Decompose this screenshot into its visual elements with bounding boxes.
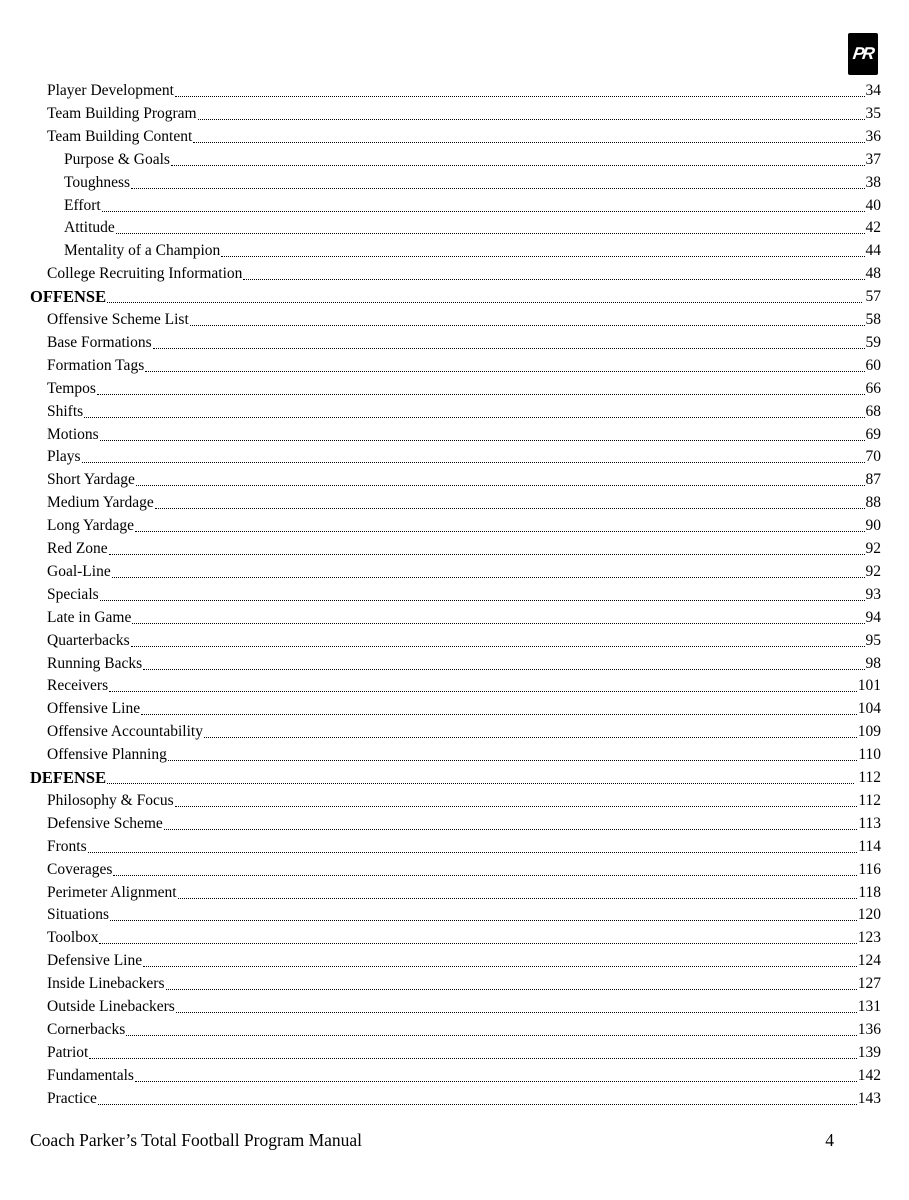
toc-entry-page: 127 [857, 975, 881, 993]
toc-entry-label: Formation Tags [47, 356, 145, 374]
toc-entry-label: Fundamentals [47, 1066, 134, 1084]
toc-entry[interactable] [47, 422, 881, 444]
toc-entry-label: Outside Linebackers [47, 998, 175, 1015]
pr-logo-icon: PR [848, 33, 878, 75]
toc-entry-label: Attitude [64, 219, 115, 237]
dot-leader [84, 413, 864, 418]
toc-entry-page: 93 [865, 585, 881, 603]
dot-leader [168, 756, 857, 761]
dot-leader [190, 321, 865, 326]
dot-leader [166, 985, 857, 990]
toc-entry[interactable] [47, 124, 881, 146]
dot-leader [131, 184, 864, 189]
dot-leader [164, 825, 858, 830]
dot-leader [100, 436, 865, 441]
toc-entry-page: 92 [865, 540, 881, 557]
dot-leader [178, 894, 858, 899]
dot-leader [198, 115, 865, 120]
dot-leader [171, 161, 865, 166]
toc-entry-page: 37 [865, 150, 881, 168]
dot-leader [175, 802, 858, 807]
toc-entry-label: Inside Linebackers [47, 975, 165, 993]
toc-entry[interactable] [47, 811, 881, 833]
toc-entry-page: 42 [865, 219, 881, 237]
dot-leader [221, 252, 864, 257]
toc-entry-page: 123 [857, 929, 881, 947]
toc-entry-label: Perimeter Alignment [47, 883, 177, 901]
dot-leader [175, 92, 865, 97]
toc-entry-page: 124 [857, 952, 881, 970]
toc-entry[interactable] [47, 444, 881, 466]
toc-entry[interactable] [47, 261, 881, 283]
toc-entry[interactable] [47, 536, 881, 558]
toc-entry-page: 131 [857, 998, 881, 1015]
toc-entry-label: Quarterbacks [47, 631, 130, 649]
toc-entry-label: Offensive Planning [47, 746, 167, 764]
toc-entry-label: Plays [47, 448, 81, 466]
toc-entry-page: 120 [857, 906, 881, 924]
toc-entry-page: 118 [858, 883, 881, 901]
toc-entry-label: Short Yardage [47, 471, 135, 489]
toc-entry-page: 98 [865, 654, 881, 672]
toc-entry-label: Toolbox [47, 929, 99, 947]
dot-leader [116, 229, 865, 234]
toc-entry-page: 139 [857, 1043, 881, 1061]
toc-entry[interactable] [64, 147, 881, 169]
toc-entry-label: Effort [64, 196, 101, 214]
dot-leader [99, 939, 856, 944]
dot-leader [193, 138, 864, 143]
toc-entry[interactable] [64, 193, 881, 215]
toc-entry-page: 40 [865, 196, 881, 214]
toc-entry-label: Team Building Program [47, 104, 197, 122]
toc-entry-label: Toughness [64, 173, 131, 191]
dot-leader [109, 687, 857, 692]
dot-leader [143, 665, 864, 670]
toc-entry-page: 101 [857, 677, 881, 695]
toc-entry-page: 109 [857, 723, 881, 741]
toc-entry-page: 113 [858, 814, 881, 832]
toc-entry[interactable] [47, 971, 881, 993]
toc-entry-label: Philosophy & Focus [47, 791, 174, 809]
toc-entry-page: 92 [865, 562, 881, 580]
dot-leader [97, 390, 865, 395]
toc-entry-label: Practice [47, 1089, 97, 1107]
toc-entry-label: Fronts [47, 837, 87, 855]
dot-leader [113, 871, 857, 876]
dot-leader [132, 619, 864, 624]
toc-entry-page: 136 [857, 1020, 881, 1038]
toc-entry[interactable] [47, 605, 881, 627]
toc-entry[interactable] [47, 628, 881, 650]
toc-entry[interactable] [47, 673, 881, 695]
dot-leader [135, 1077, 857, 1082]
toc-entry-label: Goal-Line [47, 562, 111, 580]
toc-entry[interactable] [47, 742, 881, 764]
toc-entry-page: 116 [858, 860, 881, 878]
toc-entry-label: Defensive Scheme [47, 814, 163, 832]
toc-entry-label: Offensive Line [47, 700, 141, 718]
toc-entry[interactable] [64, 170, 881, 192]
toc-entry-label: Offensive Scheme List [47, 311, 189, 328]
toc-entry[interactable] [47, 1040, 881, 1062]
dot-leader [82, 458, 865, 463]
dot-leader [141, 710, 857, 715]
toc-entry-page: 142 [857, 1066, 881, 1084]
toc-entry-page: 58 [865, 311, 881, 328]
toc-entry-page: 34 [865, 82, 881, 99]
toc-entry-label: Team Building Content [47, 127, 193, 145]
toc-entry[interactable] [47, 857, 881, 879]
dot-leader [98, 1100, 857, 1105]
toc-entry-label: Patriot [47, 1043, 89, 1061]
toc-entry[interactable] [47, 78, 881, 100]
toc-entry[interactable] [47, 948, 881, 970]
toc-entry-page: 94 [865, 608, 881, 626]
toc-entry-label: Motions [47, 425, 99, 443]
toc-entry-label: College Recruiting Information [47, 265, 243, 283]
toc-entry-label: Running Backs [47, 654, 143, 672]
dot-leader [131, 642, 865, 647]
toc-entry[interactable] [47, 1017, 881, 1039]
toc-entry-page: 60 [865, 356, 881, 374]
toc-entry-page: 69 [865, 425, 881, 443]
toc-entry-page: 112 [858, 769, 881, 786]
toc-entry-label: DEFENSE [30, 768, 107, 787]
toc-entry-page: 95 [865, 631, 881, 649]
toc-entry-page: 143 [857, 1089, 881, 1107]
toc-entry-label: Situations [47, 906, 110, 924]
toc-entry-page: 112 [858, 791, 881, 809]
toc-entry-page: 59 [865, 333, 881, 351]
toc-entry[interactable] [47, 467, 881, 489]
toc-entry-page: 36 [865, 127, 881, 145]
toc-entry[interactable] [47, 925, 881, 947]
dot-leader [109, 550, 865, 555]
toc-entry-label: Shifts [47, 402, 84, 420]
dot-leader [204, 733, 857, 738]
dot-leader [145, 367, 864, 372]
toc-entry[interactable] [47, 376, 881, 398]
dot-leader [88, 848, 858, 853]
toc-entry-page: 87 [865, 471, 881, 489]
toc-entry[interactable] [47, 307, 881, 329]
toc-entry-label: Specials [47, 585, 99, 603]
dot-leader [89, 1054, 856, 1059]
dot-leader [143, 962, 857, 967]
toc-entry-label: Receivers [47, 677, 109, 695]
dot-leader [100, 596, 865, 601]
toc-entry-label: Base Formations [47, 333, 152, 351]
dot-leader [135, 527, 865, 532]
toc-entry[interactable] [47, 651, 881, 673]
toc-entry-label: Player Development [47, 82, 174, 99]
dot-leader [243, 275, 864, 280]
toc-entry[interactable] [47, 880, 881, 902]
toc-entry[interactable] [47, 834, 881, 856]
toc-entry[interactable] [47, 559, 881, 581]
toc-section-heading[interactable] [30, 284, 881, 306]
toc-entry-label: Coverages [47, 860, 113, 878]
toc-entry[interactable] [47, 582, 881, 604]
toc-entry[interactable] [47, 788, 881, 810]
toc-entry-page: 90 [865, 517, 881, 535]
toc-entry[interactable] [64, 238, 881, 260]
toc-entry-label: Offensive Accountability [47, 723, 203, 741]
toc-entry[interactable] [47, 399, 881, 421]
dot-leader [107, 779, 854, 784]
toc-entry[interactable] [47, 719, 881, 741]
toc-entry-label: Mentality of a Champion [64, 242, 221, 260]
page-footer [30, 1130, 834, 1151]
toc-entry-page: 48 [865, 265, 881, 283]
toc-entry-label: Red Zone [47, 540, 108, 557]
toc-entry-page: 68 [865, 402, 881, 420]
toc-entry-page: 44 [865, 242, 881, 260]
toc-entry-page: 104 [857, 700, 881, 718]
dot-leader [102, 207, 865, 212]
toc-entry-page: 70 [865, 448, 881, 466]
toc-entry[interactable] [47, 353, 881, 375]
toc-entry-page: 110 [858, 746, 881, 764]
dot-leader [107, 298, 861, 303]
toc-entry-label: Late in Game [47, 608, 132, 626]
toc-entry[interactable] [47, 994, 881, 1016]
toc-section-heading[interactable] [30, 765, 881, 787]
toc-entry[interactable] [47, 513, 881, 535]
dot-leader [112, 573, 865, 578]
footer-page-number: 4 [825, 1130, 834, 1150]
footer-title: Coach Parker’s Total Football Program Manual [30, 1130, 363, 1150]
toc-entry-label: Cornerbacks [47, 1020, 126, 1038]
toc-entry-label: Defensive Line [47, 952, 143, 970]
dot-leader [153, 344, 865, 349]
toc-entry[interactable] [47, 490, 881, 512]
toc-entry[interactable] [47, 902, 881, 924]
dot-leader [136, 481, 865, 486]
toc-entry-label: Long Yardage [47, 517, 134, 535]
dot-leader [110, 916, 857, 921]
dot-leader [176, 1008, 857, 1013]
toc-entry-label: Purpose & Goals [64, 150, 170, 168]
toc-entry-label: OFFENSE [30, 287, 107, 307]
toc-entry-label: Tempos [47, 379, 96, 397]
toc-entry[interactable] [47, 330, 881, 352]
toc-entry-page: 114 [858, 837, 881, 855]
toc-entry[interactable] [47, 696, 881, 718]
toc-entry-label: Medium Yardage [47, 494, 154, 512]
toc-entry[interactable] [47, 101, 881, 123]
dot-leader [126, 1031, 856, 1036]
toc-entry-page: 38 [865, 173, 881, 191]
toc-entry[interactable] [47, 1086, 881, 1108]
toc-entry-page: 88 [865, 494, 881, 512]
toc-entry[interactable] [64, 215, 881, 237]
toc-entry-page: 35 [865, 104, 881, 122]
toc-entry[interactable] [47, 1063, 881, 1085]
dot-leader [155, 504, 865, 509]
toc-entry-page: 57 [865, 288, 881, 306]
toc-entry-page: 66 [865, 379, 881, 397]
